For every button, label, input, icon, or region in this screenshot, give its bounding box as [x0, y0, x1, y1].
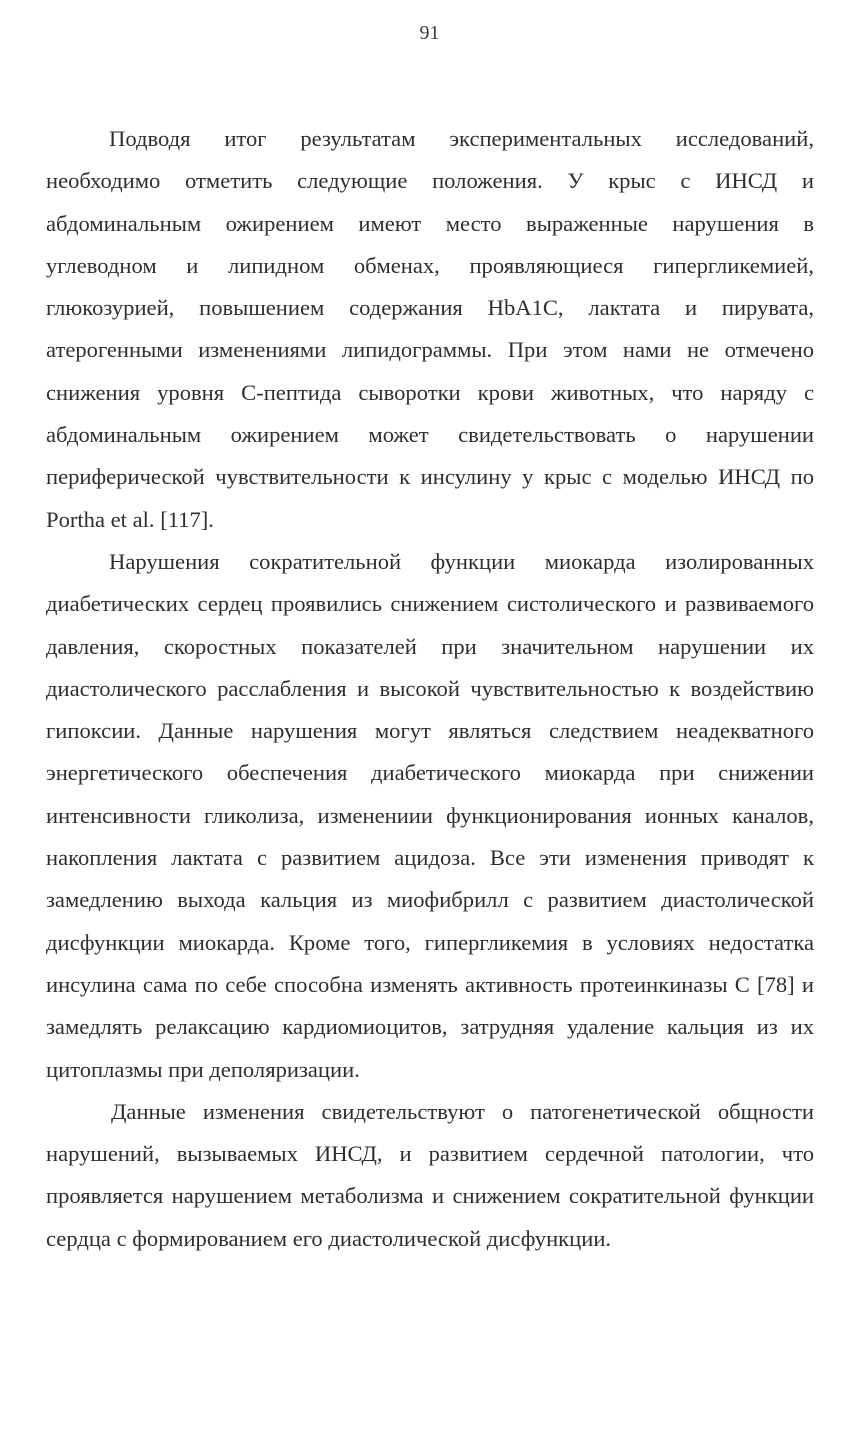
- paragraph-contractile-dysfunction: Нарушения сократительной функции миокарда изолированных диабетических сердец проявились снижением систолического и развиваемого давления, скоростных показателей при значительном нарушении их диастолического расслабления и высокой чувствительностью к воздействию гипоксии. Данные нарушения могут являться следствием неадекватного энергетического обеспечения диабетического миокарда при снижении интенсивности гликолиза, изменениии функционирования ионных каналов, накопления лактата с развитием ацидоза. Все эти изменения приводят к замедлению выхода кальция из миофибрилл с развитием диастолической дисфункции миокарда. Кроме того, гипергликемия в условиях недостатка инсулина сама по себе способна изменять активность протеинкиназы С [78] и замедлять релаксацию кардиомиоцитов, затрудняя удаление кальция из их цитоплазмы при деполяризации.: [46, 548, 814, 1082]
- page-number: 91: [419, 22, 440, 44]
- body-text: [46, 118, 814, 1260]
- paragraph-summary: Подводя итог результатам экспериментальных исследований, необходимо отметить следующие положения. У крыс с ИНСД и абдоминальным ожирением имеют место выраженные нарушения в углеводном и липидном обменах, проявляющиеся гипергликемией, глюкозурией, повышением содержания HbA1C, лактата и пирувата, атерогенными изменениями липидограммы. При этом нами не отмечено снижения уровня С-пептида сыворотки крови животных, что наряду с абдоминальным ожирением может свидетельствовать о нарушении периферической чувствительности к инсулину у крыс с моделью ИНСД по Portha et al. [117].: [46, 126, 814, 532]
- paragraph-conclusion: Данные изменения свидетельствуют о патогенетической общности нарушений, вызываемых ИНСД, и развитием сердечной патологии, что проявляется нарушением метаболизма и снижением сократительной функции сердца с формированием его диастолической дисфункции.: [46, 1098, 814, 1251]
